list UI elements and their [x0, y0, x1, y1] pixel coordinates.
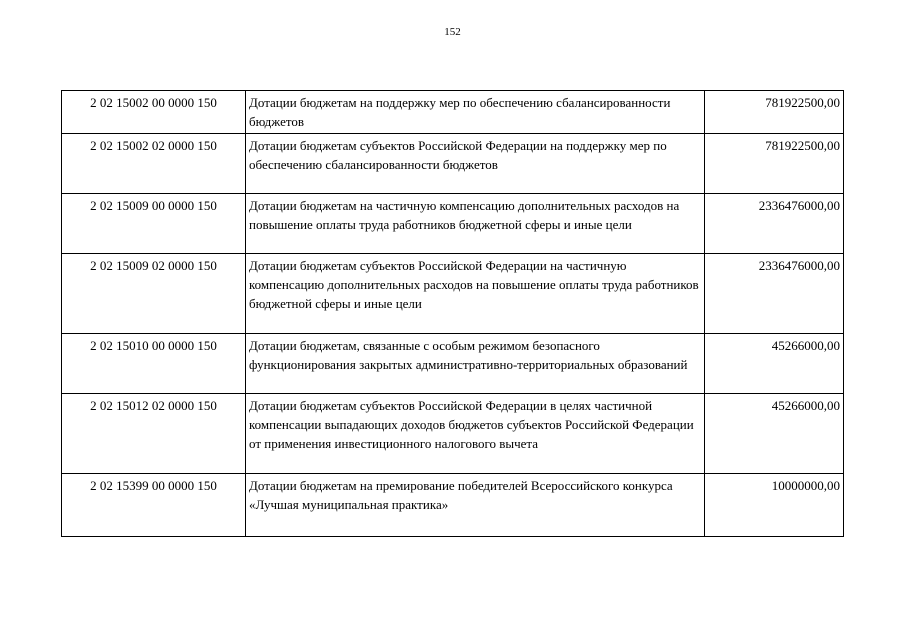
budget-description: Дотации бюджетам на поддержку мер по обеспечению сбалансированности бюджетов: [246, 91, 705, 134]
budget-description: Дотации бюджетам субъектов Российской Федерации в целях частичной компенсации выпадающих доходов бюджетов субъектов Российской Федерации от применения инвестиционного налогового вычета: [246, 394, 705, 474]
table-row: [62, 254, 844, 334]
budget-code: 2 02 15002 02 0000 150: [62, 134, 246, 194]
budget-description: Дотации бюджетам на премирование победителей Всероссийского конкурса «Лучшая муниципальная практика»: [246, 474, 705, 537]
budget-code: 2 02 15002 00 0000 150: [62, 91, 246, 134]
table-row: [62, 91, 844, 134]
budget-code: 2 02 15010 00 0000 150: [62, 334, 246, 394]
table-row: [62, 474, 844, 537]
budget-amount: 781922500,00: [705, 134, 844, 194]
budget-amount: 45266000,00: [705, 394, 844, 474]
budget-code: 2 02 15009 02 0000 150: [62, 254, 246, 334]
budget-amount: 2336476000,00: [705, 254, 844, 334]
table-row: [62, 334, 844, 394]
budget-amount: 10000000,00: [705, 474, 844, 537]
budget-description: Дотации бюджетам субъектов Российской Федерации на поддержку мер по обеспечению сбалансированности бюджетов: [246, 134, 705, 194]
budget-code: 2 02 15012 02 0000 150: [62, 394, 246, 474]
budget-table: [61, 90, 844, 537]
page-number: 152: [444, 26, 461, 38]
table-row: [62, 194, 844, 254]
budget-code: 2 02 15009 00 0000 150: [62, 194, 246, 254]
budget-amount: 781922500,00: [705, 91, 844, 134]
table-row: [62, 134, 844, 194]
budget-description: Дотации бюджетам, связанные с особым режимом безопасного функционирования закрытых административно-территориальных образований: [246, 334, 705, 394]
budget-description: Дотации бюджетам на частичную компенсацию дополнительных расходов на повышение оплаты труда работников бюджетной сферы и иные цели: [246, 194, 705, 254]
budget-description: Дотации бюджетам субъектов Российской Федерации на частичную компенсацию дополнительных расходов на повышение оплаты труда работников бюджетной сферы и иные цели: [246, 254, 705, 334]
budget-code: 2 02 15399 00 0000 150: [62, 474, 246, 537]
budget-amount: 45266000,00: [705, 334, 844, 394]
table-row: [62, 394, 844, 474]
budget-amount: 2336476000,00: [705, 194, 844, 254]
